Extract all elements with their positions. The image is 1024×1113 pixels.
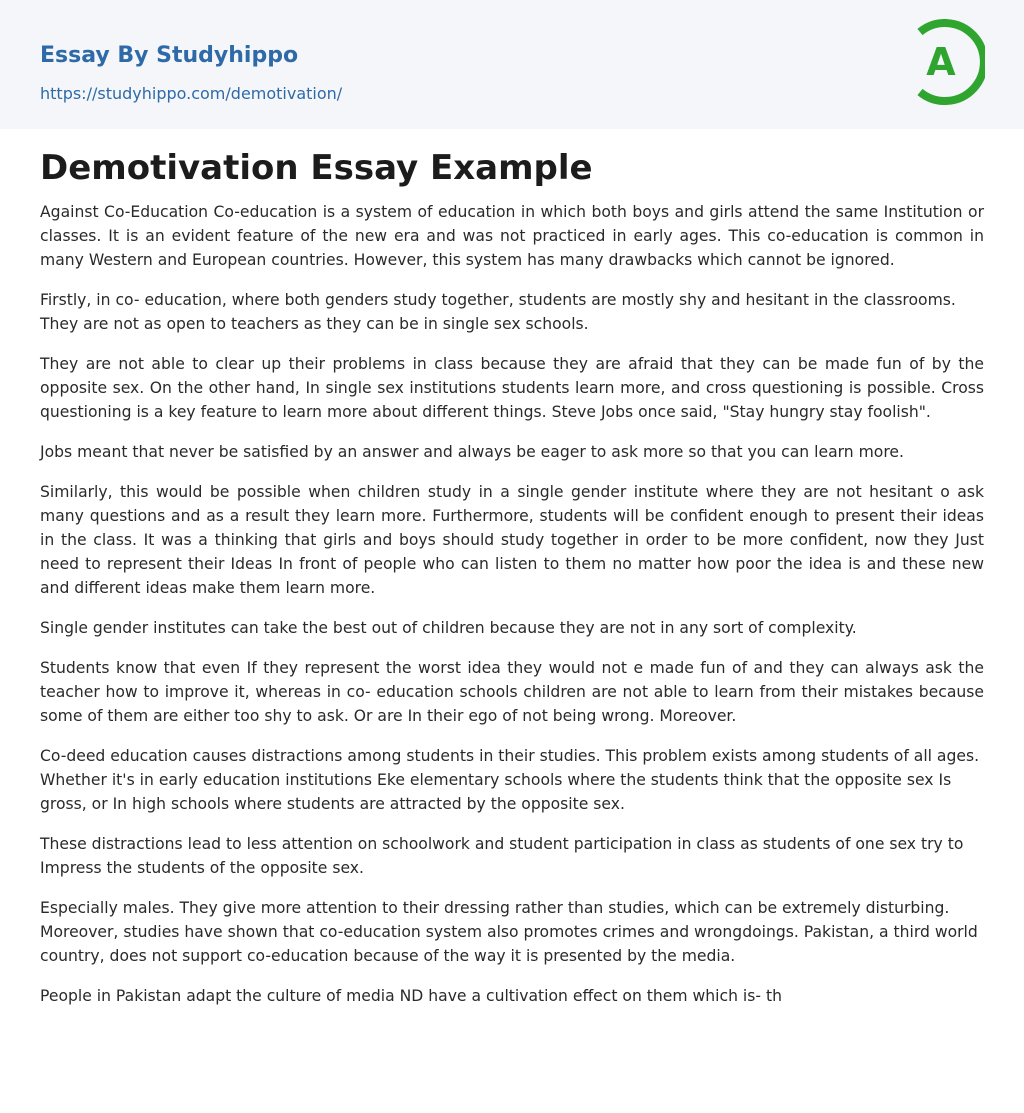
logo-letter: A bbox=[926, 40, 956, 84]
essay-paragraph: Against Co-Education Co-education is a system of education in which both boys and girls attend the same Institution or classes. It is an evident feature of the new era and was not practiced in early ages. This co-education is common in many Western and European countries. However, this system has many drawbacks which cannot be ignored. bbox=[40, 203, 984, 269]
site-brand[interactable]: Essay By Studyhippo bbox=[40, 43, 299, 68]
essay-paragraph: These distractions lead to less attention on schoolwork and student participation in class as students of one sex try to Impress the students of the opposite sex. bbox=[40, 835, 964, 877]
essay-paragraph: Co-deed education causes distractions among students in their studies. This problem exists among students of all ages. Whether it's in early education institutions Eke elementary schools where the students think that the opposite sex Is gross, or In high schools where students are attracted by the opposite sex. bbox=[40, 747, 980, 813]
essay-paragraph: Single gender institutes can take the best out of children because they are not in any sort of complexity. bbox=[40, 619, 857, 637]
essay-paragraph: Similarly, this would be possible when children study in a single gender institute where they are not hesitant o ask many questions and as a result they learn more. Furthermore, students will be confident enough to present their ideas in the class. It was a thinking that girls and boys should study together in order to be more confident, now they Just need to represent their Ideas In front of people who can listen to them no matter how poor the idea is and these new and different ideas make them learn more. bbox=[40, 483, 984, 597]
essay-paragraph: People in Pakistan adapt the culture of media ND have a cultivation effect on them which is- th bbox=[40, 987, 782, 1005]
essay-paragraph: Firstly, in co- education, where both genders study together, students are mostly shy and hesitant in the classrooms. They are not as open to teachers as they can be in single sex schools. bbox=[40, 291, 956, 333]
essay-paragraph: Jobs meant that never be satisfied by an answer and always be eager to ask more so that you can learn more. bbox=[40, 443, 904, 461]
page-title: Demotivation Essay Example bbox=[40, 148, 593, 188]
essay-paragraph: Students know that even If they represent the worst idea they would not e made fun of and they can always ask the teacher how to improve it, whereas in co- education schools children are not able to learn from their mistakes because some of them are either too shy to ask. Or are In their ego of not being wrong. Moreover. bbox=[40, 659, 984, 725]
studyhippo-logo-icon[interactable] bbox=[913, 19, 985, 105]
essay-paragraph: They are not able to clear up their problems in class because they are afraid that they can be made fun of by the opposite sex. On the other hand, In single sex institutions students learn more, and cross questioning is possible. Cross questioning is a key feature to learn more about different things. Steve Jobs once said, "Stay hungry stay foolish". bbox=[40, 355, 984, 421]
essay-paragraph: Especially males. They give more attention to their dressing rather than studies, which can be extremely disturbing. Moreover, studies have shown that co-education system also promotes crimes and wrongdoings. Pakistan, a third world country, does not support co-education because of the way it is presented by the media. bbox=[40, 899, 978, 965]
essay-url-link[interactable]: https://studyhippo.com/demotivation/ bbox=[40, 84, 343, 103]
essay-body bbox=[40, 200, 984, 1024]
